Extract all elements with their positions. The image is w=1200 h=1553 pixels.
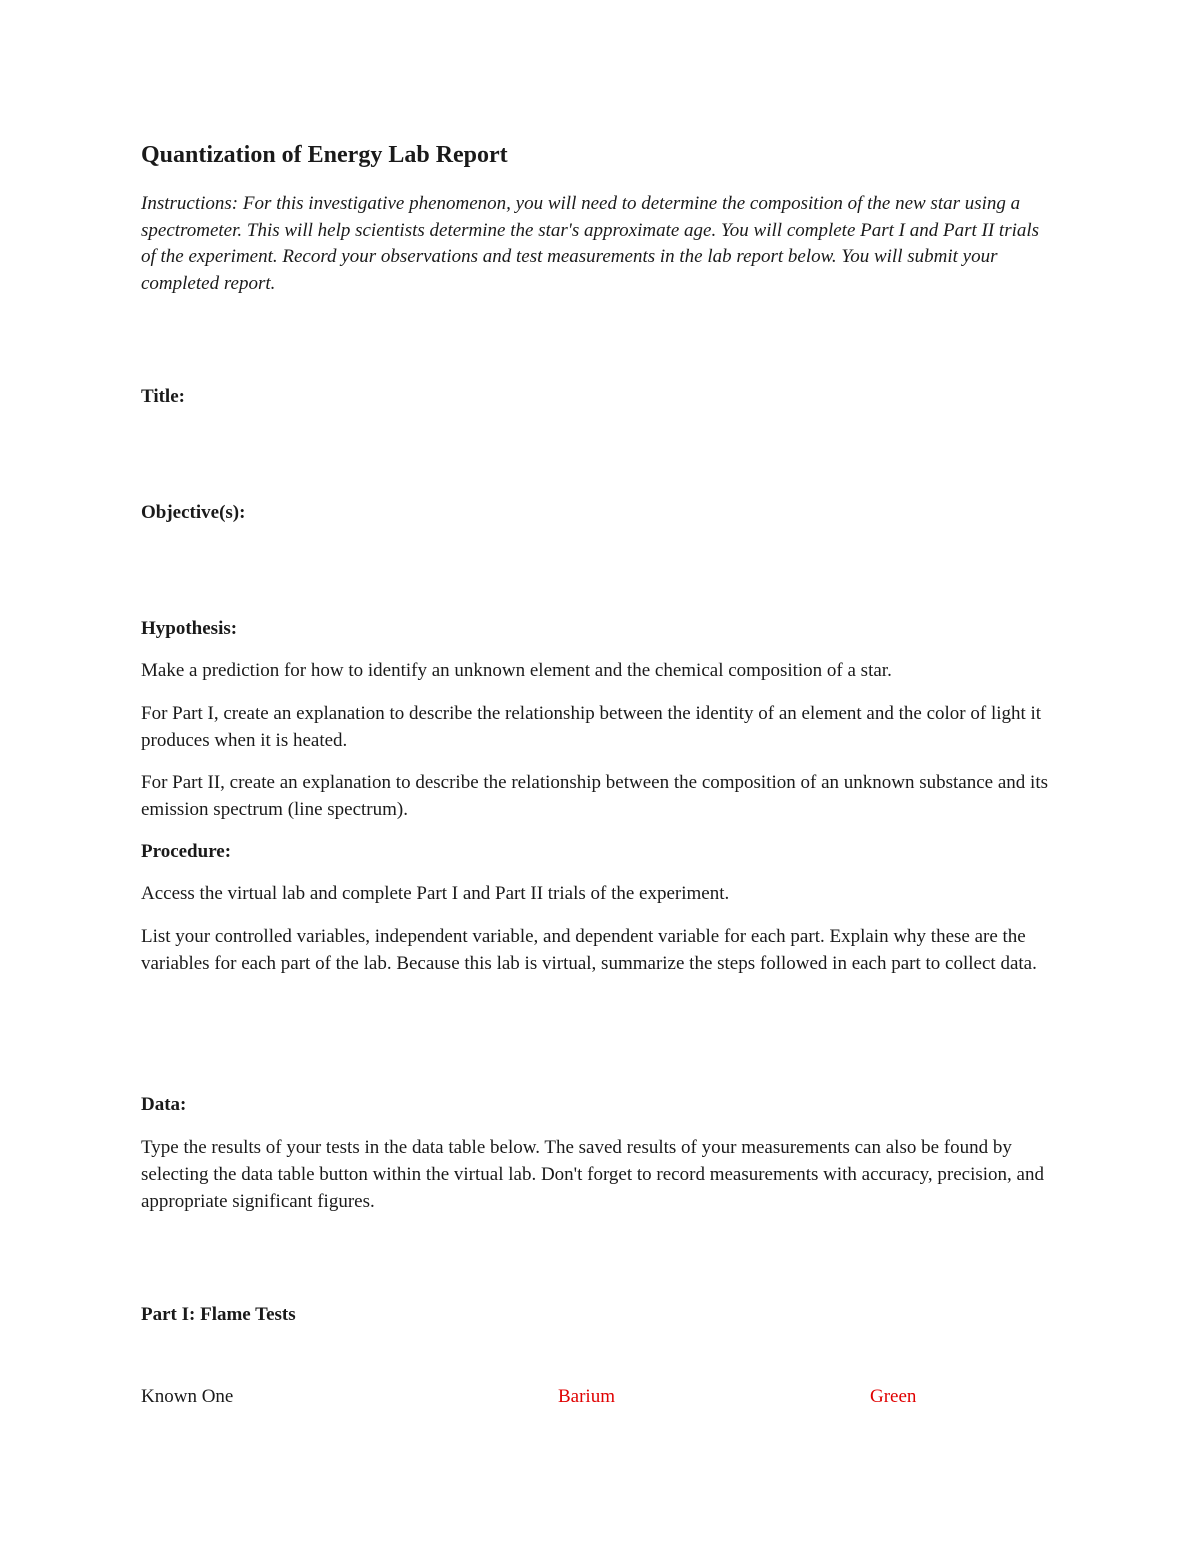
instructions-paragraph: Instructions: For this investigative phenomenon, you will need to determine the composition of the new star using a spectrometer. This will help scientists determine the star's approximate age. You will complete Part I and Part II trials of the experiment. Record your observations and test measurements in the lab report below. You will submit your completed report. — [141, 193, 1040, 294]
part1-heading: Part I: Flame Tests — [141, 1304, 296, 1325]
objectives-heading: Objective(s): — [141, 502, 246, 523]
table-row — [141, 1386, 1061, 1414]
hypothesis-paragraph-1: Make a prediction for how to identify an unknown element and the chemical composition of a star. — [141, 660, 892, 681]
data-paragraph: Type the results of your tests in the data table below. The saved results of your measurements can also be found by selecting the data table button within the virtual lab. Don't forget to record measurements with accuracy, precision, and appropriate significant figures. — [141, 1137, 1044, 1212]
flame-color-value: Green — [870, 1386, 917, 1407]
element-value: Barium — [558, 1386, 615, 1407]
known-label: Known One — [141, 1386, 234, 1407]
hypothesis-paragraph-2: For Part I, create an explanation to describe the relationship between the identity of an element and the color of light it produces when it is heated. — [141, 703, 1042, 751]
hypothesis-paragraph-3: For Part II, create an explanation to describe the relationship between the composition of an unknown substance and its emission spectrum (line spectrum). — [141, 772, 1048, 820]
procedure-paragraph-2: List your controlled variables, independent variable, and dependent variable for each part. Explain why these are the variables for each part of the lab. Because this lab is virtual, summarize the steps followed in each part to collect data. — [141, 926, 1037, 974]
title-heading: Title: — [141, 386, 185, 407]
data-heading: Data: — [141, 1094, 187, 1115]
procedure-heading: Procedure: — [141, 841, 232, 862]
procedure-paragraph-1: Access the virtual lab and complete Part I and Part II trials of the experiment. — [141, 883, 730, 904]
hypothesis-heading: Hypothesis: — [141, 618, 238, 639]
document-title: Quantization of Energy Lab Report — [141, 142, 508, 168]
